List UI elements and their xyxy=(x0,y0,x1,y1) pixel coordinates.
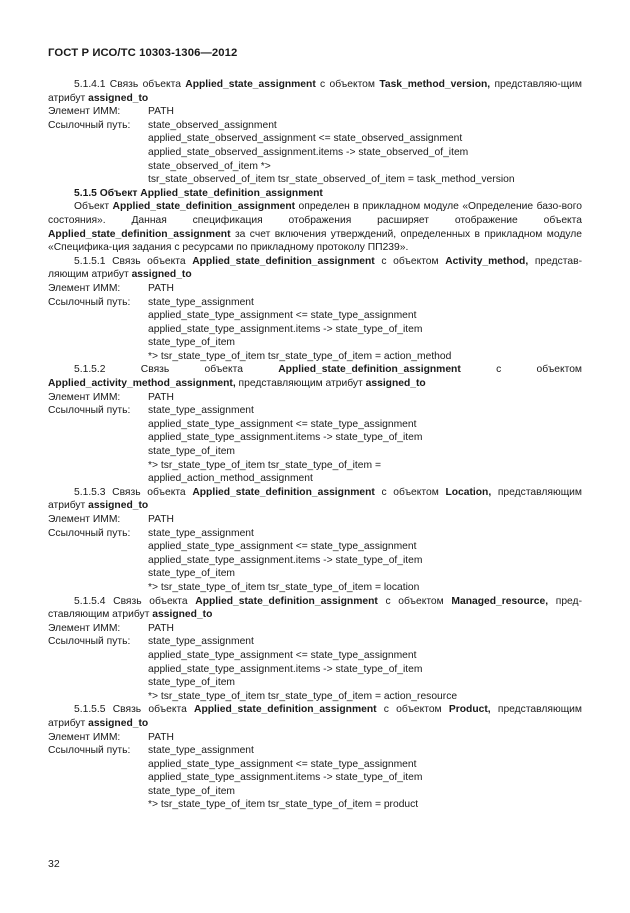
text-run: пред-ставляющим атрибут xyxy=(48,595,582,621)
reference-path-line: applied_state_observed_assignment.items -> state_observed_of_item xyxy=(148,146,469,158)
bold-term: Task_method_version, xyxy=(379,79,491,90)
reference-path-line: state_type_assignment xyxy=(148,405,254,417)
mapping-heading xyxy=(48,486,582,513)
element-value: PATH xyxy=(148,106,174,118)
reference-path-row xyxy=(48,635,582,649)
mapping-heading xyxy=(48,595,582,622)
element-row xyxy=(48,513,582,527)
bold-term: Applied_state_definition_assignment xyxy=(278,364,461,376)
bold-term: assigned_to xyxy=(88,92,149,104)
bold-term: assigned_to xyxy=(88,717,149,729)
bold-term: Applied_state_definition_assignment xyxy=(194,704,377,716)
bold-term: assigned_to xyxy=(88,500,149,512)
text-run: 5.1.5.5 Связь объекта xyxy=(74,704,195,716)
element-label: Элемент ИММ: xyxy=(48,391,121,403)
reference-path-row xyxy=(48,744,582,758)
element-label: Элемент ИММ: xyxy=(48,282,121,294)
bold-term: Applied_state_definition_assignment xyxy=(195,595,378,607)
bold-term: Applied_state_definition_assignment xyxy=(112,201,296,213)
bold-term: Applied_activity_method_assignment, xyxy=(48,378,236,390)
bold-term: Managed_resource, xyxy=(451,595,549,607)
element-label: Элемент ИММ: xyxy=(48,106,121,118)
reference-path-line: state_type_assignment xyxy=(148,636,254,648)
bold-term: Applied_state_definition_assignment xyxy=(192,255,375,267)
reference-path-line: state_type_of_item xyxy=(148,785,236,797)
bold-term: assigned_to xyxy=(131,269,192,281)
mapping-heading xyxy=(48,703,582,730)
reference-path-row xyxy=(48,527,582,541)
text-run: Объект xyxy=(74,201,113,213)
reference-path-label: Ссылочный путь: xyxy=(48,119,131,131)
text-run: с объектом xyxy=(376,704,449,716)
reference-path-line: state_type_of_item xyxy=(148,568,236,580)
reference-path-label: Ссылочный путь: xyxy=(48,405,131,417)
document-body xyxy=(48,78,582,812)
reference-path-line: state_type_of_item xyxy=(148,337,236,349)
text-run: с объектом xyxy=(460,364,583,376)
reference-path-line: state_type_of_item xyxy=(148,446,236,458)
bold-term: assigned_to xyxy=(365,378,426,390)
reference-path-label: Ссылочный путь: xyxy=(48,296,131,308)
reference-path-line: applied_state_type_assignment.items -> state_type_of_item xyxy=(148,663,423,675)
section-heading xyxy=(48,187,582,201)
reference-path-line: applied_action_method_assignment xyxy=(148,473,313,485)
bold-term: assigned_to xyxy=(152,609,213,621)
element-label: Элемент ИММ: xyxy=(48,731,121,743)
reference-path-line: state_type_assignment xyxy=(148,745,254,757)
reference-path-line: applied_state_type_assignment <= state_type_assignment xyxy=(148,418,417,430)
reference-path-label: Ссылочный путь: xyxy=(48,745,131,757)
text-run: представляющим атрибут xyxy=(235,378,366,390)
text-run: 5.1.5.4 Связь объекта xyxy=(74,595,196,607)
text-run: с объектом xyxy=(377,595,452,607)
reference-path-line: applied_state_observed_assignment <= state_observed_assignment xyxy=(148,133,463,145)
reference-path-line: state_observed_of_item *> xyxy=(148,160,271,172)
page-number: 32 xyxy=(48,858,60,870)
reference-path-line: applied_state_type_assignment.items -> state_type_of_item xyxy=(148,554,423,566)
text-run: определен в прикладном модуле «Определение базо-вого состояния». Данная спецификация отображения расширяет отображение объекта xyxy=(48,201,582,226)
text-run: с объектом xyxy=(374,486,446,498)
text-run: 5.1.5.2 Связь объекта xyxy=(74,364,279,376)
reference-path-line: *> tsr_state_type_of_item tsr_state_type_of_item = action_method xyxy=(148,350,452,362)
bold-term: Location, xyxy=(445,486,492,498)
text-run: представляющим атрибут xyxy=(48,704,582,729)
reference-path-line: *> tsr_state_type_of_item tsr_state_type_of_item = product xyxy=(148,799,419,811)
reference-path-line: state_observed_assignment xyxy=(148,119,277,131)
element-row xyxy=(48,391,582,405)
page-header: ГОСТ Р ИСО/ТС 10303-1306—2012 xyxy=(48,47,238,59)
reference-path-label: Ссылочный путь: xyxy=(48,636,131,648)
bold-term: Activity_method, xyxy=(445,255,529,267)
reference-path-line: applied_state_type_assignment.items -> state_type_of_item xyxy=(148,772,423,784)
reference-path-row xyxy=(48,296,582,310)
text-run: 5.1.5.1 Связь объекта xyxy=(74,255,193,267)
reference-path-line: *> tsr_state_type_of_item tsr_state_type_of_item = xyxy=(148,459,381,471)
bold-term: Applied_state_definition_assignment xyxy=(192,486,375,498)
reference-path-line: applied_state_type_assignment <= state_type_assignment xyxy=(148,310,417,322)
text-run: 5.1.4.1 Связь объекта xyxy=(74,79,186,90)
bold-term: Applied_state_assignment xyxy=(185,79,316,90)
element-value: PATH xyxy=(148,391,174,403)
text-run: 5.1.5.3 Связь объекта xyxy=(74,486,193,498)
text-run: с объектом xyxy=(315,79,380,90)
text-run: представ-ляющим атрибут xyxy=(48,255,583,281)
text-run: за счет включения утверждений, определенных в прикладном модуле «Специфика-ция задания с ресурсами по прикладному протоколу ПП239». xyxy=(48,228,582,254)
element-label: Элемент ИММ: xyxy=(48,514,121,525)
text-run: с объектом xyxy=(374,255,446,267)
mapping-heading xyxy=(48,78,582,105)
reference-path-line: applied_state_type_assignment <= state_type_assignment xyxy=(148,758,417,770)
text-run: представляющим атрибут xyxy=(48,486,582,512)
bold-term: 5.1.5 Объект Applied_state_definition_assignment xyxy=(74,187,323,199)
bold-term: Applied_state_definition_assignment xyxy=(48,228,231,240)
reference-path-line: applied_state_type_assignment.items -> state_type_of_item xyxy=(148,323,423,335)
bold-term: Product, xyxy=(448,704,491,716)
element-row xyxy=(48,105,582,119)
section-paragraph xyxy=(48,200,582,254)
element-value: PATH xyxy=(148,282,174,294)
reference-path-line: applied_state_type_assignment <= state_type_assignment xyxy=(148,649,417,661)
reference-path-line: state_type_assignment xyxy=(148,296,254,308)
mapping-heading xyxy=(48,363,582,390)
element-row xyxy=(48,282,582,296)
mapping-heading xyxy=(48,255,582,282)
element-value: PATH xyxy=(148,514,174,525)
reference-path-line: *> tsr_state_type_of_item tsr_state_type_of_item = location xyxy=(148,581,420,593)
element-label: Элемент ИММ: xyxy=(48,622,121,634)
reference-path-line: tsr_state_observed_of_item tsr_state_observed_of_item = task_method_version xyxy=(148,174,515,186)
element-row xyxy=(48,731,582,745)
reference-path-line: *> tsr_state_type_of_item tsr_state_type_of_item = action_resource xyxy=(148,690,458,702)
reference-path-label: Ссылочный путь: xyxy=(48,527,131,539)
reference-path-line: applied_state_type_assignment.items -> state_type_of_item xyxy=(148,432,423,444)
reference-path-line: state_type_of_item xyxy=(148,677,236,689)
reference-path-line: state_type_assignment xyxy=(148,527,254,539)
reference-path-row xyxy=(48,404,582,418)
element-row xyxy=(48,622,582,636)
reference-path-row xyxy=(48,119,582,133)
reference-path-line: applied_state_type_assignment <= state_type_assignment xyxy=(148,541,417,553)
element-value: PATH xyxy=(148,731,174,743)
text-run: представляю-щим атрибут xyxy=(48,79,583,104)
element-value: PATH xyxy=(148,622,174,634)
